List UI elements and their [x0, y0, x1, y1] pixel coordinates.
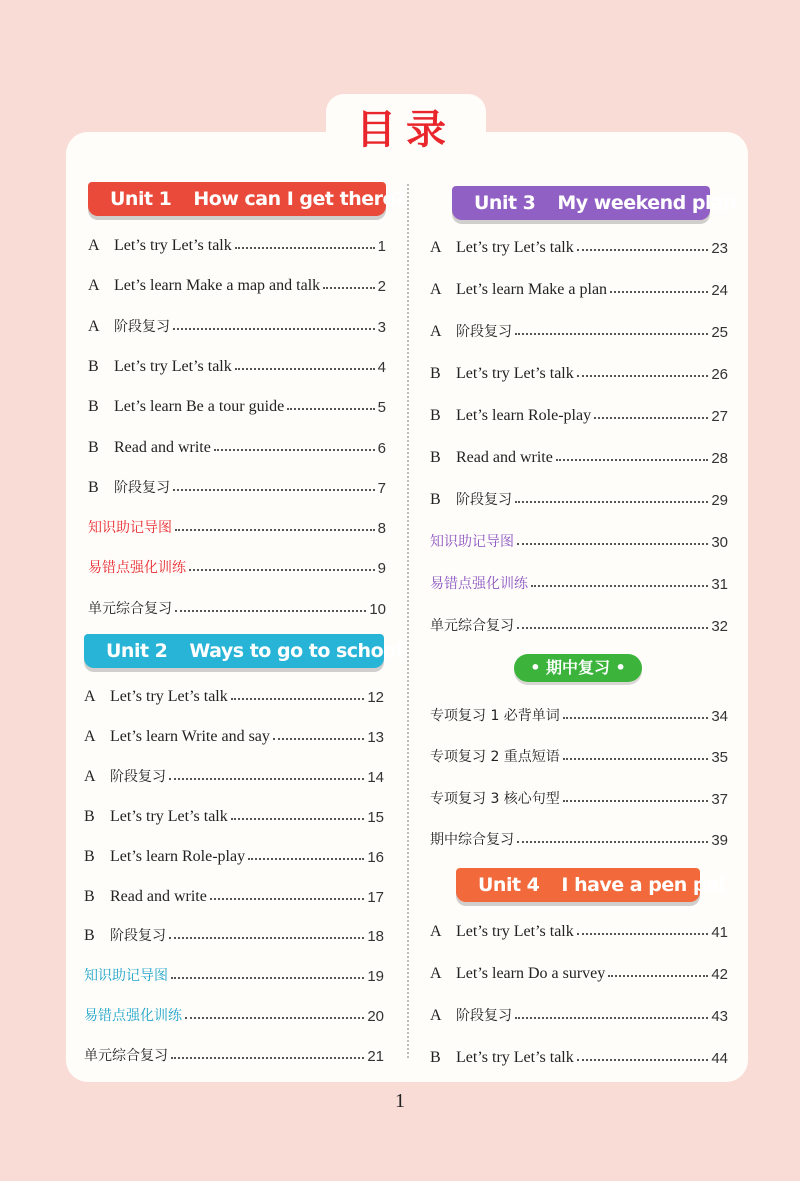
entry-title: 阶段复习 [110, 928, 166, 945]
page-ref: 18 [367, 928, 384, 946]
toc-entry[interactable] [84, 917, 384, 945]
toc-entry[interactable] [430, 697, 728, 725]
entry-title: 阶段复习 [456, 492, 512, 508]
unit-2-number: Unit 2 [106, 640, 168, 662]
page-ref: 9 [377, 560, 386, 578]
dot-leader [563, 717, 709, 719]
page-ref: 3 [377, 318, 386, 336]
dot-leader [556, 459, 708, 461]
page-ref: 10 [369, 600, 386, 618]
page-ref: 1 [377, 238, 386, 255]
toc-entry[interactable] [84, 878, 384, 906]
entry-title: 期中综合复习 [430, 831, 514, 848]
page-ref: 43 [711, 1008, 728, 1025]
toc-entry[interactable] [430, 481, 728, 509]
unit-1-number: Unit 1 [110, 188, 172, 210]
entry-title: Let’s learn Make a map and talk [114, 277, 321, 295]
page-ref: 21 [367, 1048, 384, 1066]
dot-leader [515, 501, 708, 503]
dot-leader [563, 758, 709, 760]
dot-leader [235, 368, 375, 370]
toc-entry[interactable] [88, 308, 386, 336]
entry-title: 知识助记导图 [84, 968, 168, 985]
unit-2-title: Ways to go to school [189, 640, 402, 662]
dot-leader [608, 975, 708, 977]
toc-entry[interactable] [88, 227, 386, 255]
toc-entry[interactable] [430, 1039, 728, 1067]
toc-entry[interactable] [84, 1037, 384, 1065]
unit-4-banner[interactable] [456, 868, 725, 902]
page-ref: 24 [711, 282, 728, 299]
entry-title: 专项复习 3 核心句型 [430, 790, 560, 807]
section-letter: B [430, 365, 441, 382]
toc-entry[interactable] [430, 821, 728, 849]
entry-title: Let’s try Let’s talk [456, 365, 574, 382]
dot-leader [171, 977, 364, 979]
dot-leader [577, 1059, 709, 1061]
section-letter: B [430, 491, 441, 508]
unit-1-banner[interactable] [88, 182, 406, 216]
toc-entry[interactable] [88, 267, 386, 295]
section-letter: A [84, 767, 96, 785]
dot-leader [173, 489, 375, 491]
toc-entry[interactable] [88, 469, 386, 497]
dot-leader [287, 408, 374, 410]
toc-entry[interactable] [84, 678, 384, 706]
page-ref: 25 [711, 324, 728, 341]
entry-title: Let’s try Let’s talk [110, 807, 228, 825]
toc-entry[interactable] [84, 957, 384, 985]
dot-leader [577, 249, 709, 251]
dot-leader [175, 529, 375, 531]
dot-leader [517, 543, 708, 545]
dot-leader [517, 627, 708, 629]
page-ref: 6 [377, 439, 386, 457]
entry-title: 易错点强化训练 [88, 560, 186, 577]
toc-entry[interactable] [88, 549, 386, 577]
dot-leader [231, 698, 365, 700]
entry-title: 专项复习 1 必背单词 [430, 708, 560, 724]
section-letter: B [430, 1049, 441, 1066]
entry-title: 阶段复习 [456, 1008, 512, 1024]
toc-entry[interactable] [84, 718, 384, 746]
dot-leader [594, 417, 708, 419]
entry-title: Let’s try Let’s talk [114, 237, 232, 254]
page-ref: 28 [711, 450, 728, 467]
toc-entry[interactable] [88, 429, 386, 457]
section-letter: A [430, 323, 442, 340]
dot-leader [173, 328, 375, 330]
toc-entry[interactable] [430, 607, 728, 635]
dot-leader [248, 858, 364, 860]
entry-title: Let’s try Let’s talk [456, 923, 574, 940]
toc-entry[interactable] [430, 955, 728, 983]
toc-entry[interactable] [88, 590, 386, 618]
dot-leader [189, 569, 375, 571]
entry-title: Read and write [456, 449, 553, 466]
entry-title: 知识助记导图 [88, 520, 172, 537]
entry-title: 阶段复习 [114, 479, 170, 496]
page-ref: 42 [711, 966, 728, 983]
section-letter: B [88, 398, 99, 416]
toc-entry[interactable] [430, 997, 728, 1025]
unit-3-number: Unit 3 [474, 192, 536, 214]
page-ref: 37 [711, 790, 728, 808]
dot-leader [610, 291, 708, 293]
entry-title: Let’s try Let’s talk [114, 357, 232, 375]
page-ref: 15 [367, 808, 384, 826]
page-ref: 2 [377, 278, 386, 296]
dot-leader [577, 933, 709, 935]
dot-leader [515, 1017, 708, 1019]
dot-leader [531, 585, 708, 587]
page-ref: 4 [377, 358, 386, 376]
dot-leader [577, 375, 709, 377]
section-letter: A [430, 239, 442, 256]
entry-title: 单元综合复习 [84, 1048, 168, 1065]
entry-title: 易错点强化训练 [84, 1008, 182, 1025]
entry-title: Let’s try Let’s talk [110, 688, 228, 705]
page-ref: 39 [711, 831, 728, 849]
dot-leader [169, 937, 364, 939]
section-letter: B [88, 438, 99, 456]
page-ref: 29 [711, 492, 728, 509]
unit-2-banner[interactable] [84, 634, 402, 668]
section-letter: A [430, 281, 442, 298]
unit-4-title: I have a pen pal [561, 874, 725, 896]
page-ref: 27 [711, 408, 728, 425]
unit-3-title: My weekend plan [557, 192, 737, 214]
page-ref: 5 [377, 399, 386, 417]
page-ref: 12 [367, 689, 384, 706]
page-ref: 31 [711, 576, 728, 593]
dot-leader [235, 247, 375, 249]
midterm-review-label[interactable]: • 期中复习 • [514, 654, 642, 682]
page-number: 1 [395, 1090, 405, 1112]
dot-leader [231, 818, 365, 820]
toc-entry[interactable] [84, 997, 384, 1025]
toc-entry[interactable] [430, 738, 728, 766]
page-ref: 20 [367, 1008, 384, 1026]
dot-leader [273, 738, 364, 740]
toc-entry[interactable] [430, 355, 728, 383]
entry-title: Let’s learn Be a tour guide [114, 398, 285, 416]
toc-entry[interactable] [430, 913, 728, 941]
section-letter: B [88, 357, 99, 375]
section-letter: A [88, 277, 100, 295]
entry-title: 易错点强化训练 [430, 576, 528, 592]
dot-leader [171, 1057, 364, 1059]
section-letter: B [430, 407, 441, 424]
page-ref: 16 [367, 848, 384, 866]
unit-1-title: How can I get there? [193, 188, 406, 210]
entry-title: Let’s learn Role-play [110, 847, 246, 865]
page-ref: 23 [711, 240, 728, 257]
toc-entry[interactable] [430, 229, 728, 257]
section-letter: A [430, 923, 442, 940]
page-ref: 7 [377, 479, 386, 497]
toc-entry[interactable] [430, 439, 728, 467]
section-letter: B [84, 887, 95, 905]
toc-entry[interactable] [430, 780, 728, 808]
unit-3-banner[interactable] [452, 186, 737, 220]
section-letter: B [84, 847, 95, 865]
section-letter: A [84, 727, 96, 745]
entry-title: Let’s learn Make a plan [456, 281, 608, 298]
page-ref: 26 [711, 366, 728, 383]
dot-leader [515, 333, 708, 335]
entry-title: Let’s learn Write and say [110, 727, 270, 745]
entry-title: 专项复习 2 重点短语 [430, 749, 560, 766]
entry-title: Read and write [114, 438, 211, 456]
toc-entry[interactable] [430, 565, 728, 593]
page-title: 目录 [356, 107, 456, 153]
page-ref: 35 [711, 749, 728, 767]
page-ref: 44 [711, 1050, 728, 1067]
toc-entry[interactable] [430, 523, 728, 551]
toc-entry[interactable] [88, 388, 386, 416]
section-letter: A [84, 688, 96, 705]
toc-entry[interactable] [84, 838, 384, 866]
page-ref: 13 [367, 728, 384, 746]
toc-entry[interactable] [430, 271, 728, 299]
entry-title: Let’s try Let’s talk [456, 239, 574, 256]
section-letter: A [430, 1007, 442, 1024]
page-ref: 8 [377, 520, 386, 538]
dot-leader [517, 841, 708, 843]
entry-title: Let’s learn Do a survey [456, 965, 606, 982]
toc-entry[interactable] [88, 348, 386, 376]
page-ref: 41 [711, 924, 728, 941]
entry-title: 阶段复习 [110, 768, 166, 785]
entry-title: 单元综合复习 [430, 618, 514, 634]
page-ref: 14 [367, 768, 384, 786]
section-letter: A [88, 317, 100, 335]
section-letter: B [88, 478, 99, 496]
page-ref: 32 [711, 618, 728, 635]
entry-title: Read and write [110, 887, 207, 905]
dot-leader [169, 778, 364, 780]
section-letter: A [88, 237, 100, 254]
toc-entry[interactable] [430, 313, 728, 341]
page-ref: 17 [367, 888, 384, 906]
column-divider [407, 184, 409, 1058]
page-ref: 34 [711, 708, 728, 725]
dot-leader [214, 449, 375, 451]
section-letter: B [84, 807, 95, 825]
toc-entry[interactable] [88, 509, 386, 537]
entry-title: 阶段复习 [456, 324, 512, 340]
dot-leader [210, 898, 364, 900]
dot-leader [323, 287, 375, 289]
page-ref: 19 [367, 968, 384, 986]
entry-title: 阶段复习 [114, 318, 170, 335]
entry-title: 知识助记导图 [430, 534, 514, 550]
dot-leader [175, 610, 366, 612]
section-letter: B [430, 449, 441, 466]
page-ref: 30 [711, 534, 728, 551]
entry-title: 单元综合复习 [88, 600, 172, 617]
toc-entry[interactable] [84, 758, 384, 786]
dot-leader [185, 1017, 364, 1019]
unit-4-number: Unit 4 [478, 874, 540, 896]
toc-entry[interactable] [84, 798, 384, 826]
entry-title: Let’s try Let’s talk [456, 1049, 574, 1066]
section-letter: A [430, 965, 442, 982]
toc-entry[interactable] [430, 397, 728, 425]
entry-title: Let’s learn Role-play [456, 407, 592, 424]
section-letter: B [84, 927, 95, 945]
dot-leader [563, 800, 709, 802]
